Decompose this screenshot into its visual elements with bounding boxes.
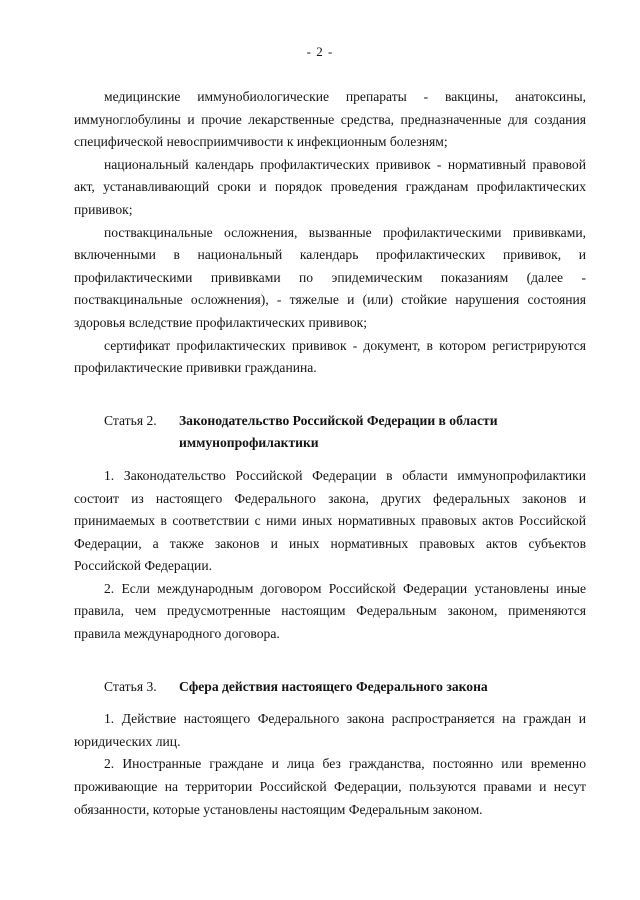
article-3-title: Сфера действия настоящего Федерального закона (179, 678, 488, 694)
article-3-paragraph-2: 2. Иностранные граждане и лица без гражданства, постоянно или временно проживающие на территории Российской Федерации, пользуются правами и несут обязанности, которые установлены настоящим Федеральным законом. (74, 756, 586, 817)
article-2-paragraph-1: 1. Законодательство Российской Федерации в области иммунопрофилактики состоит из настоящего Федерального закона, других федеральных законов и принимаемых в соответствии с ними иных нормативных правовых актов Российской Федерации, а также законов и иных нормативных правовых актов субъектов Российской Федерации. (74, 467, 586, 574)
article-2-title: Законодательство Российской Федерации в области иммунопрофилактики (179, 412, 498, 451)
article-2-paragraph-2: 2. Если международным договором Российской Федерации установлены иные правила, чем предусмотренные настоящим Федеральным законом, применяются правила международного договора. (74, 580, 586, 642)
article-2-number: Статья 2. (104, 412, 157, 428)
definition-immunobiological-preparations: медицинские иммунобиологические препараты - вакцины, анатоксины, иммуноглобулины и прочие лекарственные средства, предназначенные для создания специфической невосприимчивости к инфекционным болезням; (74, 89, 586, 150)
article-2-heading (74, 410, 586, 455)
definition-postvaccinal-complications: поствакцинальные осложнения, вызванные профилактическими прививками, включенными в национальный календарь профилактических прививок, и профилактическими прививками по эпидемическим показаниям (далее - поствакцинальные осложнения), - тяжелые и (или) стойкие нарушения состояния здоровья вследствие профилактических прививок; (74, 224, 586, 330)
article-3-number: Статья 3. (104, 678, 157, 694)
article-3-heading (74, 676, 586, 699)
definition-vaccination-certificate: сертификат профилактических прививок - документ, в котором регистрируются профилактические прививки гражданина. (74, 337, 586, 376)
document-body (74, 86, 586, 821)
article-3-paragraph-1: 1. Действие настоящего Федерального закона распространяется на граждан и юридических лиц. (74, 711, 586, 749)
definition-national-calendar: национальный календарь профилактических прививок - нормативный правовой акт, устанавливающий сроки и порядок проведения гражданам профилактических прививок; (74, 156, 586, 217)
page-number: - 2 - (306, 44, 334, 59)
